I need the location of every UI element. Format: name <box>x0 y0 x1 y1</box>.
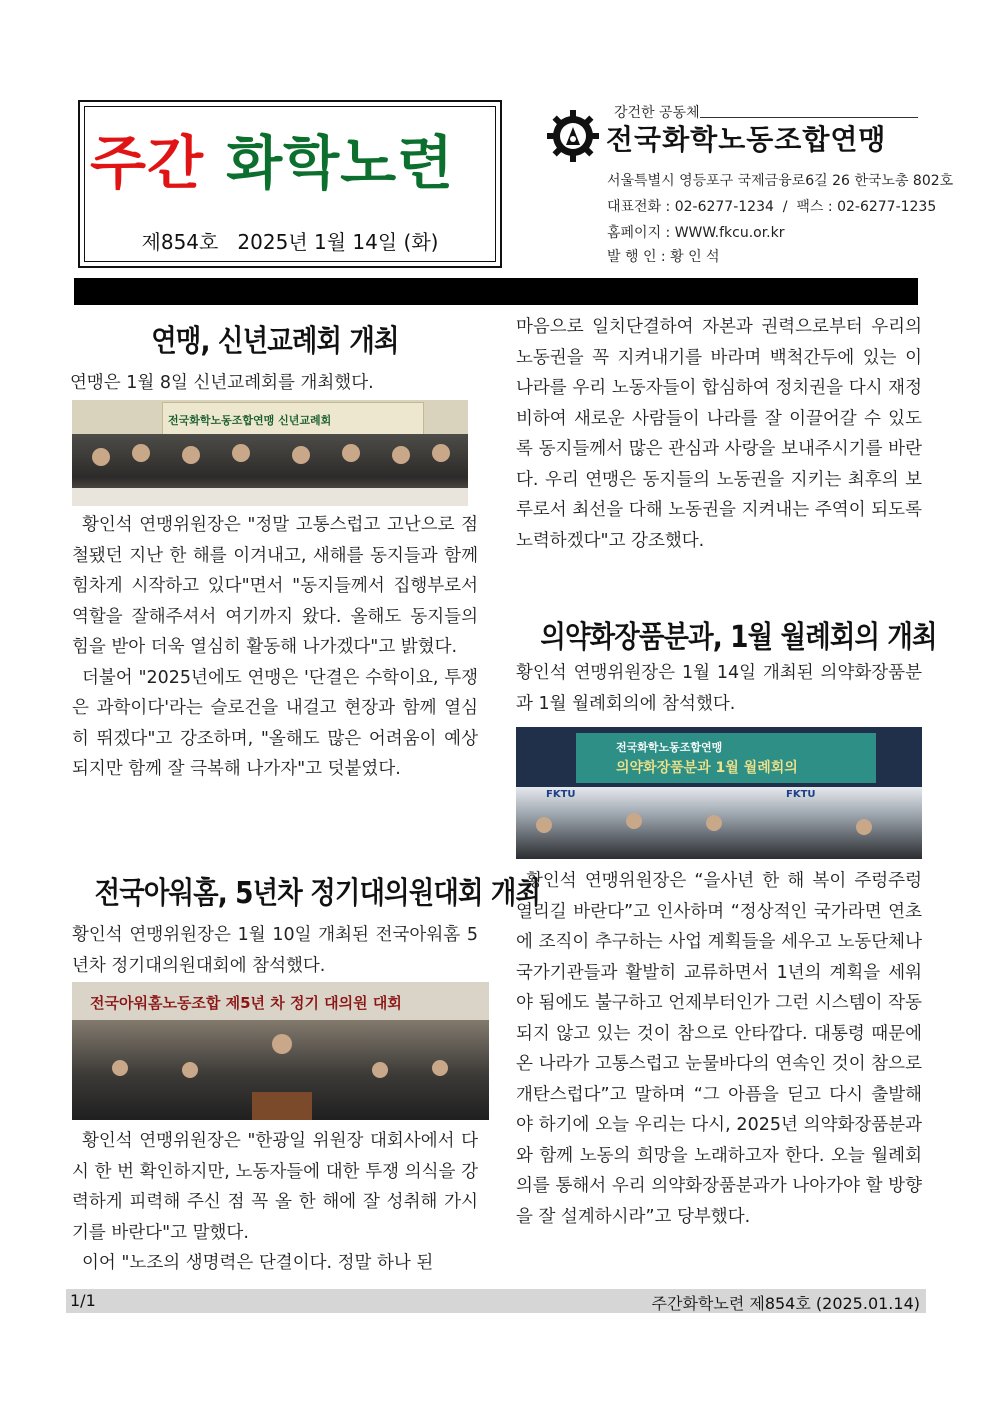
article3-lead: 황인석 연맹위원장은 1월 14일 개최된 의약화장품분과 1월 월례회의에 참석했다. <box>516 663 922 714</box>
article3-paragraph-1: 황인석 연맹위원장은 “을사년 한 해 복이 주렁주렁 열리길 바란다”고 인사하며 “정상적인 국가라면 연초에 조직이 추구하는 사업 계획들을 세우고 노동단체나 국가기관들과 활발히 교류하면서 1년의 계획을 세워야 됨에도 불구하고 언제부터인가 그런 시스템이 작동되지 않고 있는 것이 참으로 안타깝다. 대통령 때문에 온 나라가 고통스럽고 눈물바다의 연속인 것이 참으로 개탄스럽다”고 말하며 “그 아픔을 딛고 다시 출발해야 하기에 오늘 우리는 다시, 2025년 의약화장품분과와 함께 노동의 희망을 노래하고자 한다. 오늘 월례회의를 통해서 우리 의약화장품분과가 나아가야 할 방향을 잘 설계하시라”고 당부했다. <box>516 871 922 1227</box>
article3-photo-sign-1: FKTU <box>546 789 576 800</box>
newspaper-title <box>90 116 490 200</box>
article1-paragraph-2: 더불어 "2025년에도 연맹은 '단결은 수학이요, 투쟁은 과학이다'라는 슬로건을 내걸고 현장과 함께 열심히 뛰겠다"고 강조하며, "올해도 많은 어려움이 예상되지만 함께 잘 극복해 나가자"고 덧붙였다. <box>72 667 478 779</box>
article2-photo <box>72 982 489 1120</box>
article2-body <box>72 1126 478 1279</box>
issuer: 발 행 인 : 황 인 석 <box>607 249 720 265</box>
article2-paragraph-2-cont: 마음으로 일치단결하여 자본과 권력으로부터 우리의 노동권을 꼭 지켜내기를 바라며 백척간두에 있는 이 나라를 우리 노동자들이 합심하여 정치권을 다시 재정비하여 새로운 사람들이 나라를 잘 이끌어갈 수 있도록 동지들께서 많은 관심과 사랑을 보내주시기를 바란다. 우리 연맹은 동지들의 노동권을 지키는 최후의 보루로서 최선을 다해 노동권을 지켜내는 주역이 되도록 노력하겠다"고 강조했다. <box>516 317 922 551</box>
left-column <box>70 316 480 360</box>
address: 서울특별시 영등포구 국제금융로6길 26 한국노총 802호 <box>607 173 954 189</box>
right-column-continuation <box>516 312 922 556</box>
article2-lead: 황인석 연맹위원장은 1월 10일 개최된 전국아워홈 5년차 정기대의원대회에 참석했다. <box>72 925 478 976</box>
article3-photo <box>516 727 922 859</box>
article1-photo <box>72 400 468 506</box>
article2-headline: 전국아워홈, 5년차 정기대의원대회 개최 <box>94 876 541 911</box>
article3-photo-sign-2: FKTU <box>786 789 816 800</box>
header-divider-bar <box>74 278 918 305</box>
article2-headline-wrap <box>70 868 541 912</box>
article3-headline: 의약화장품분과, 1월 월례회의 개최 <box>540 620 937 655</box>
article3-photo-banner-2: 의약화장품분과 1월 월례회의 <box>616 760 798 776</box>
article1-photo-banner: 전국화학노동조합연맹 신년교례회 <box>168 414 332 427</box>
article3-lead-wrap <box>516 658 922 719</box>
organization-name: 전국화학노동조합연맹 <box>606 123 887 156</box>
title-name: 화학노련 <box>226 129 455 197</box>
article3-headline-wrap <box>516 612 937 656</box>
footer-issue: 주간화학노련 제854호 (2025.01.14) <box>651 1294 920 1313</box>
article3-photo-banner-1: 전국화학노동조합연맹 <box>616 741 723 754</box>
article2-lead-wrap <box>72 920 478 981</box>
title-weekly: 주간 <box>90 129 205 197</box>
slogan: 강건한 공동체 <box>614 105 700 121</box>
union-gear-logo-icon <box>547 110 599 162</box>
article1-headline: 연맹, 신년교례회 개최 <box>151 324 399 359</box>
article2-paragraph-1: 황인석 연맹위원장은 "한광일 위원장 대회사에서 다시 한 번 확인하지만, 노동자들에 대한 투쟁 의식을 강력하게 피력해 주신 점 꼭 올 한 해에 잘 성취해 가시기를 바란다"고 말했다. <box>72 1131 478 1243</box>
article1-paragraph-1: 황인석 연맹위원장은 "정말 고통스럽고 고난으로 점철됐던 지난 한 해를 이겨내고, 새해를 동지들과 함께 힘차게 시작하고 있다"면서 "동지들께서 집행부로서 역할을 잘해주셔서 여기까지 왔다. 올해도 동지들의 힘을 받아 더욱 열심히 활동해 나가겠다"고 밝혔다. <box>72 515 478 657</box>
contact-phone-fax: 대표전화 : 02-6277-1234 / 팩스 : 02-6277-1235 <box>607 199 937 215</box>
page-number: 1/1 <box>70 1291 96 1310</box>
article1-body <box>72 510 478 785</box>
article2-photo-banner: 전국아워홈노동조합 제5년 차 정기 대의원 대회 <box>90 994 402 1012</box>
homepage: 홈페이지 : WWW.fkcu.or.kr <box>607 225 785 241</box>
article1-lead: 연맹은 1월 8일 신년교례회를 개최했다. <box>70 373 374 393</box>
article1-lead-wrap <box>70 368 480 399</box>
article3-body <box>516 866 922 1232</box>
issue-date: 제854호 2025년 1월 14일 (화) <box>141 230 439 254</box>
article2-paragraph-2-start: 이어 "노조의 생명력은 단결이다. 정말 하나 된 <box>82 1253 434 1273</box>
